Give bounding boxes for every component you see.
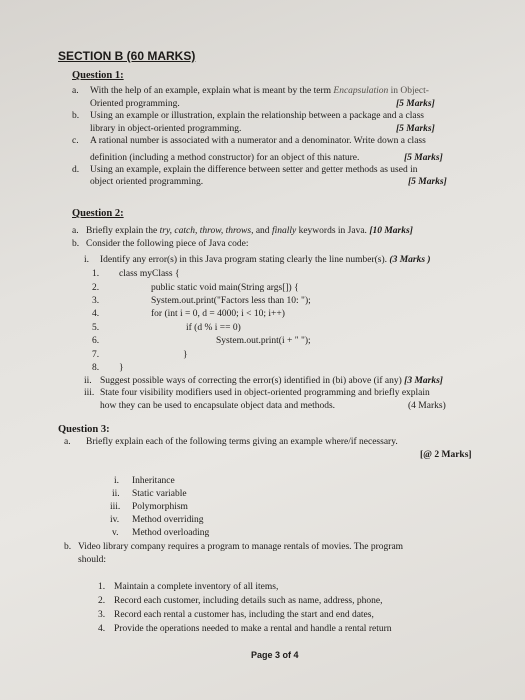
section-title: SECTION B (60 MARKS) (58, 49, 196, 63)
q2-title: Question 2: (72, 208, 124, 219)
q3b-line1: Video library company requires a program to manage rentals of movies. The program (78, 542, 404, 552)
q2i-label: i. (84, 255, 90, 265)
code-line-number: 3. (92, 296, 100, 306)
q2ii-label: ii. (84, 376, 92, 386)
q3b-label: b. (64, 542, 72, 552)
requirement-item: Record each customer, including details such as name, address, phone, (114, 596, 383, 606)
q2iii-label: iii. (84, 388, 95, 398)
code-line-number: 2. (92, 283, 100, 293)
term-number: i. (114, 476, 120, 486)
q1-title: Question 1: (72, 70, 124, 81)
code-line-number: 7. (92, 350, 100, 360)
term-number: v. (112, 528, 119, 538)
code-line: System.out.print(i + " "); (216, 336, 311, 346)
q2ii-text: Suggest possible ways of correcting the error(s) identified in (bi) above (if any) [3 Marks] (100, 376, 443, 386)
code-line-number: 4. (92, 309, 100, 319)
q1b-label: b. (72, 111, 80, 121)
requirement-item: Record each rental a customer has, including the start and end dates, (114, 610, 374, 620)
term-item: Static variable (132, 489, 187, 499)
term-item: Method overloading (132, 528, 210, 538)
code-line: System.out.print("Factors less than 10: "); (151, 296, 311, 306)
code-line-number: 1. (92, 269, 100, 279)
q3-title: Question 3: (58, 424, 110, 435)
requirement-number: 2. (98, 596, 106, 606)
q1d-label: d. (72, 165, 80, 175)
q1c-line1: A rational number is associated with a numerator and a denominator. Write down a class (90, 136, 426, 146)
q1b-line2: library in object-oriented programming. (90, 124, 242, 134)
requirement-number: 3. (98, 610, 106, 620)
code-line: } (183, 350, 188, 360)
q2b-text: Consider the following piece of Java code: (86, 239, 249, 249)
q2iii-line1: State four visibility modifiers used in object-oriented programming and briefly explain (100, 388, 430, 398)
term-number: ii. (112, 489, 120, 499)
q1c-line2: definition (including a method constructor) for an object of this nature. (90, 153, 360, 163)
term-number: iv. (110, 515, 120, 525)
q1d-line1: Using an example, explain the difference between setter and getter methods as used in (90, 165, 418, 175)
code-line: class myClass { (119, 269, 180, 279)
q1d-marks: [5 Marks] (408, 177, 447, 187)
term-item: Polymorphism (132, 502, 188, 512)
code-line-number: 6. (92, 336, 100, 346)
q1b-line1: Using an example or illustration, explain the relationship between a package and a class (90, 111, 424, 121)
q1d-line2: object oriented programming. (90, 177, 204, 187)
requirement-number: 1. (98, 582, 106, 592)
q2a-label: a. (72, 226, 79, 236)
q2b-label: b. (72, 239, 80, 249)
code-line-number: 5. (92, 323, 100, 333)
code-line: for (int i = 0, d = 4000; i < 10; i++) (151, 309, 285, 319)
q1b-marks: [5 Marks] (396, 124, 435, 134)
q1a-marks: [5 Marks] (396, 99, 435, 109)
requirement-item: Maintain a complete inventory of all items, (114, 582, 279, 592)
term-item: Inheritance (132, 476, 175, 486)
code-line: } (119, 363, 124, 373)
q3b-line2: should: (78, 555, 106, 565)
requirement-item: Provide the operations needed to make a rental and handle a rental return (114, 624, 392, 634)
q2i-text: Identify any error(s) in this Java program stating clearly the line number(s). (3 Marks ) (100, 255, 431, 265)
q2iii-line2: how they can be used to encapsulate object data and methods. (100, 401, 336, 411)
q3a-marks: [@ 2 Marks] (420, 450, 472, 460)
q3a-label: a. (64, 437, 71, 447)
code-line-number: 8. (92, 363, 100, 373)
term-number: iii. (110, 502, 121, 512)
code-line: public static void main(String args[]) { (151, 283, 299, 293)
q3a-text: Briefly explain each of the following terms giving an example where/if necessary. (86, 437, 398, 447)
term-item: Method overriding (132, 515, 204, 525)
q2iii-marks: (4 Marks) (408, 401, 446, 411)
q1a-line1: With the help of an example, explain what is meant by the term Encapsulation in Object- (90, 86, 429, 96)
q2a-text: Briefly explain the try, catch, throw, throws, and finally keywords in Java. [10 Marks] (86, 226, 413, 236)
requirement-number: 4. (98, 624, 106, 634)
page-number: Page 3 of 4 (251, 650, 299, 660)
q1c-label: c. (72, 136, 79, 146)
code-line: if (d % i == 0) (186, 323, 241, 333)
q1a-label: a. (72, 86, 79, 96)
q1a-line2: Oriented programming. (90, 99, 180, 109)
q1c-marks: [5 Marks] (404, 153, 443, 163)
